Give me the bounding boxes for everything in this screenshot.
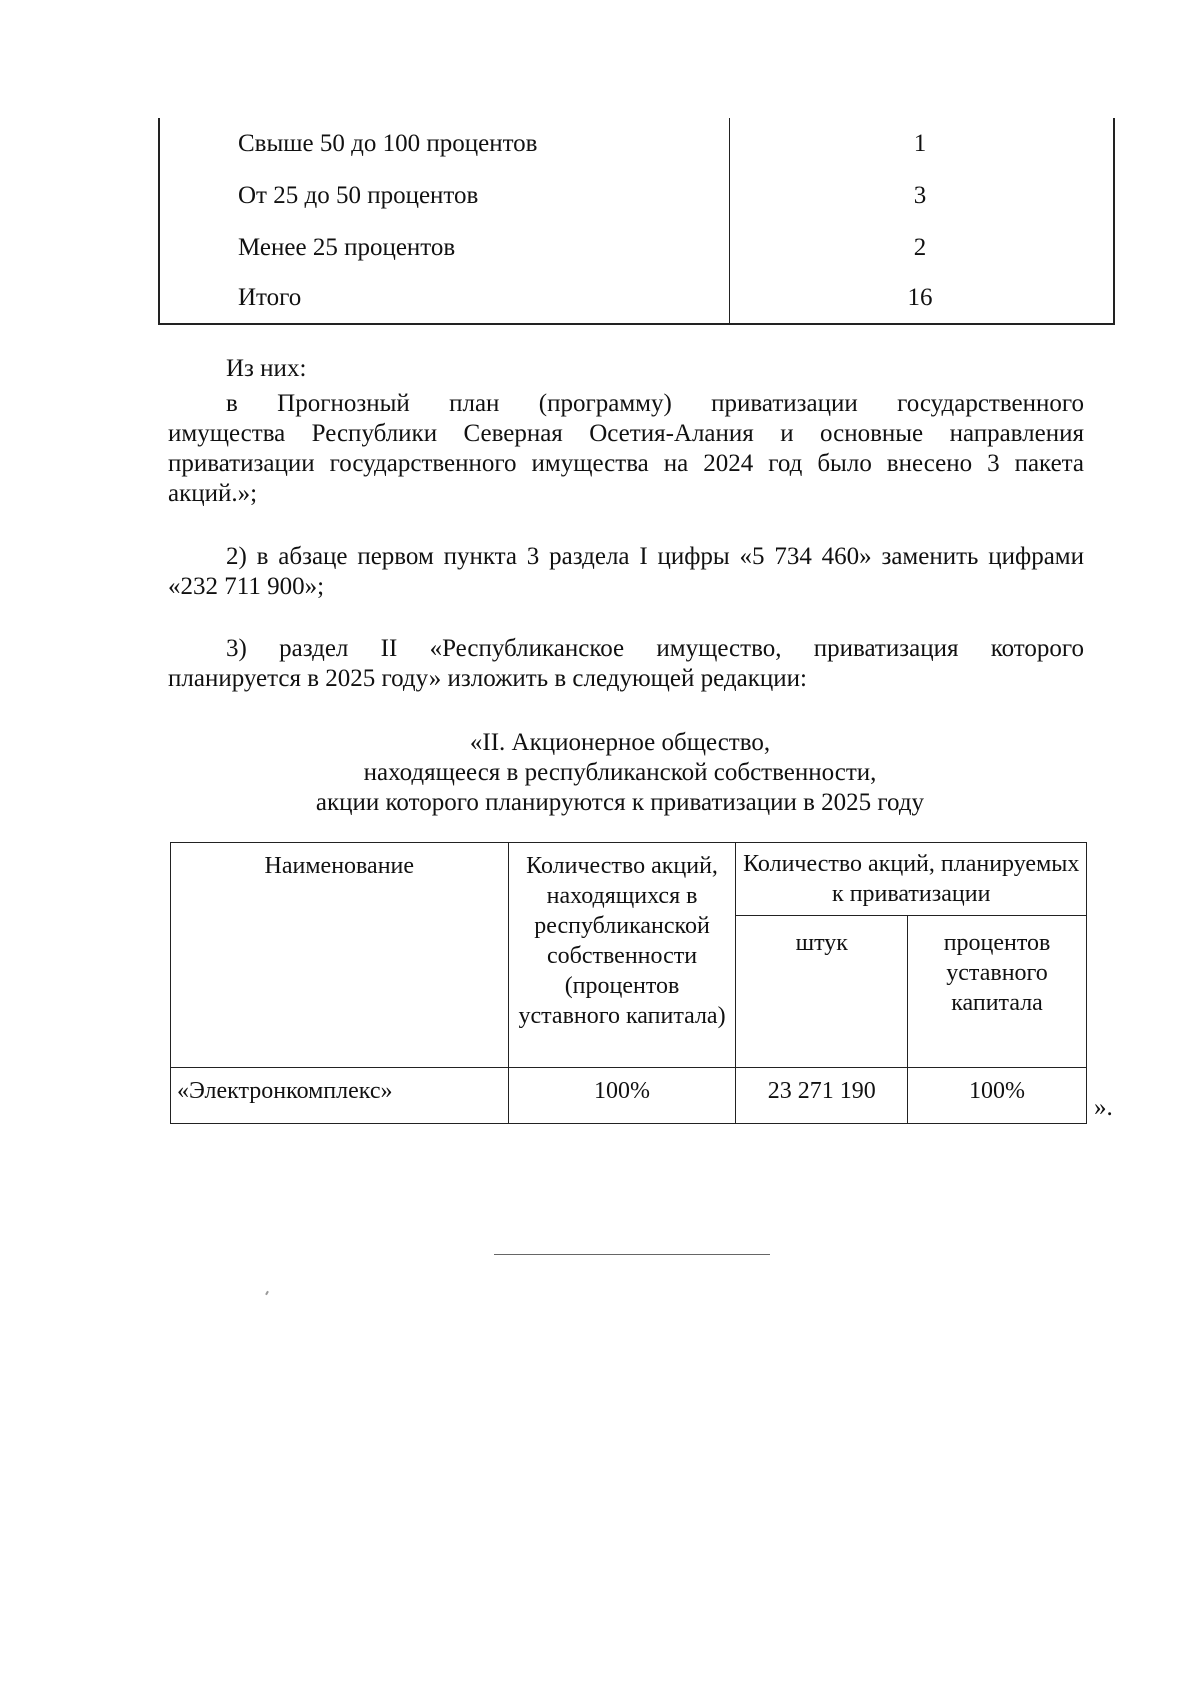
top-table-total-value: 16: [907, 284, 933, 311]
cell-percent-capital: 100%: [908, 1068, 1087, 1124]
paragraph-line: 2) в абзаце первом пункта 3 раздела I цифры «5 734 460» заменить цифрами: [226, 543, 1084, 570]
section-heading: [200, 728, 1040, 818]
header-percent-capital: процентов уставного капитала: [908, 916, 1087, 1068]
top-table-row-label: Менее 25 процентов: [238, 234, 456, 261]
top-table-row-label: От 25 до 50 процентов: [238, 182, 479, 209]
header-pieces: штук: [736, 916, 908, 1068]
paragraph-line: планируется в 2025 году» изложить в следующей редакции:: [168, 665, 807, 692]
cell-pieces: 23 271 190: [736, 1068, 908, 1124]
cell-company-name: «Электронкомплекс»: [171, 1068, 509, 1124]
end-rule-divider: [494, 1254, 770, 1255]
paragraph-line: «232 711 900»;: [168, 573, 325, 600]
cell-owned-percent: 100%: [508, 1068, 736, 1124]
table-header-row: [171, 843, 1087, 916]
top-table-column-divider: [729, 118, 730, 325]
section-heading-line: акции которого планируются к приватизации в 2025 году: [315, 789, 925, 816]
top-table-row-value: 2: [913, 234, 927, 261]
top-table-row-label: Свыше 50 до 100 процентов: [238, 130, 538, 157]
closing-quote: ».: [1094, 1094, 1113, 1121]
paragraph-line: приватизации государственного имущества на 2024 год было внесено 3 пакета: [168, 450, 1084, 477]
table-row: [171, 1068, 1087, 1124]
paragraph-amendment-3: [168, 634, 1084, 694]
privatization-table: [170, 842, 1087, 1124]
header-name: Наименование: [171, 843, 509, 1068]
header-planned-shares: Количество акций, планируемых к приватизации: [736, 843, 1087, 916]
section-heading-line: «II. Акционерное общество,: [469, 729, 771, 756]
top-table-total-label: Итого: [238, 284, 302, 311]
paragraph-line: имущества Республики Северная Осетия-Алания и основные направления: [168, 420, 1084, 447]
paragraph-forecast-plan: [168, 389, 1084, 509]
paragraph-line: акций.»;: [168, 480, 258, 507]
of-them-label: Из них:: [226, 355, 307, 382]
top-table-row-value: 3: [913, 182, 927, 209]
paragraph-line: 3) раздел II «Республиканское имущество, приватизация которого: [226, 635, 1084, 662]
section-heading-line: находящееся в республиканской собственности,: [363, 759, 877, 786]
paragraph-amendment-2: [168, 542, 1084, 602]
paragraph-line: в Прогнозный план (программу) приватизации государственного: [226, 390, 1084, 417]
scan-speck: [265, 1291, 269, 1295]
header-owned-shares: Количество акций, находящихся в республиканской собственности (процентов уставного капитала): [508, 843, 736, 1068]
top-table-row-value: 1: [913, 130, 927, 157]
